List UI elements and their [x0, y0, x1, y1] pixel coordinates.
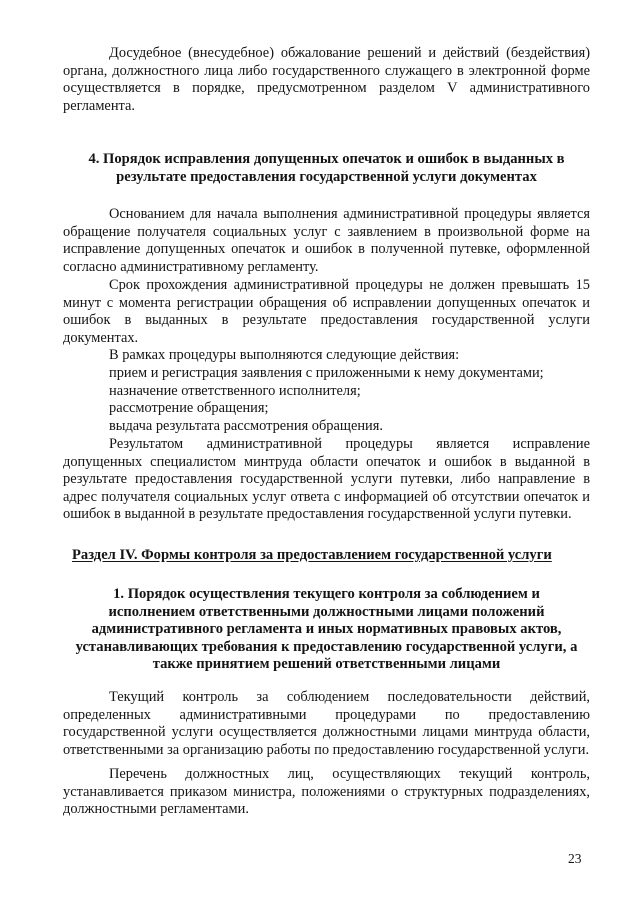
subsection1-heading-line: административного регламента и иных нормативных правовых актов,: [91, 621, 562, 638]
page-number: 23: [568, 851, 582, 866]
paragraph-basis: Основанием для начала выполнения административной процедуры является обращение получателя социальных услуг с заявлением в произвольной форме на исправление допущенных опечаток и ошибок в полученной путевке, оформленной согласно административному регламенту.: [63, 206, 590, 275]
actions-intro: В рамках процедуры выполняются следующие действия:: [109, 347, 460, 363]
subsection1-heading-line: устанавливающих требования к предоставлению государственной услуги, а: [75, 638, 578, 655]
subsection1-heading-line: 1. Порядок осуществления текущего контроля за соблюдением и: [113, 586, 540, 602]
section4-heading-line2: результате предоставления государственной услуги документах: [116, 168, 537, 185]
subsection1-heading-line: также принятием решений ответственными лицами: [152, 656, 501, 673]
subsection1-heading: [58, 586, 595, 674]
action-item: рассмотрение обращения;: [109, 400, 269, 416]
section4-heading: [58, 151, 595, 186]
action-item: прием и регистрация заявления с приложенными к нему документами;: [109, 365, 544, 381]
paragraph-list: Перечень должностных лиц, осуществляющих текущий контроль, устанавливается приказом министра, положениями о структурных подразделениях, должностными регламентами.: [63, 766, 590, 818]
section-iv-heading: [72, 547, 552, 565]
section4-heading-line1: 4. Порядок исправления допущенных опечаток и ошибок в выданных в: [88, 151, 565, 167]
action-item: выдача результата рассмотрения обращения.: [109, 418, 383, 434]
paragraph-control: Текущий контроль за соблюдением последовательности действий, определенных административными процедурами по предоставлению государственной услуги осуществляется должностными лицами минтруда области, ответственными за организацию работы по предоставлению государственной услуги.: [63, 689, 590, 758]
paragraph-result: Результатом административной процедуры является исправление допущенных специалистом минтруда области опечаток и ошибок в выданной в результате предоставления государственной услуги путевки, либо направление в адрес получателя социальных услуг ответа с информацией об отсутствии опечаток и ошибок в выданной в результате предоставления государственной услуги путевки.: [63, 436, 590, 523]
paragraph-term: Срок прохождения административной процедуры не должен превышать 15 минут с момента регистрации обращения об исправлении допущенных опечаток и ошибок в выданных в результате предоставления государственной услуги документах.: [63, 277, 590, 346]
action-item: назначение ответственного исполнителя;: [109, 383, 361, 399]
section-iv-heading-text: Раздел IV. Формы контроля за предоставлением государственной услуги: [72, 547, 552, 563]
paragraph-appeal: Досудебное (внесудебное) обжалование решений и действий (бездействия) органа, должностного лица либо государственного служащего в электронной форме осуществляется в порядке, предусмотренном разделом V административного регламента.: [63, 45, 590, 114]
subsection1-heading-line: исполнением ответственными должностными лицами положений: [108, 603, 545, 620]
